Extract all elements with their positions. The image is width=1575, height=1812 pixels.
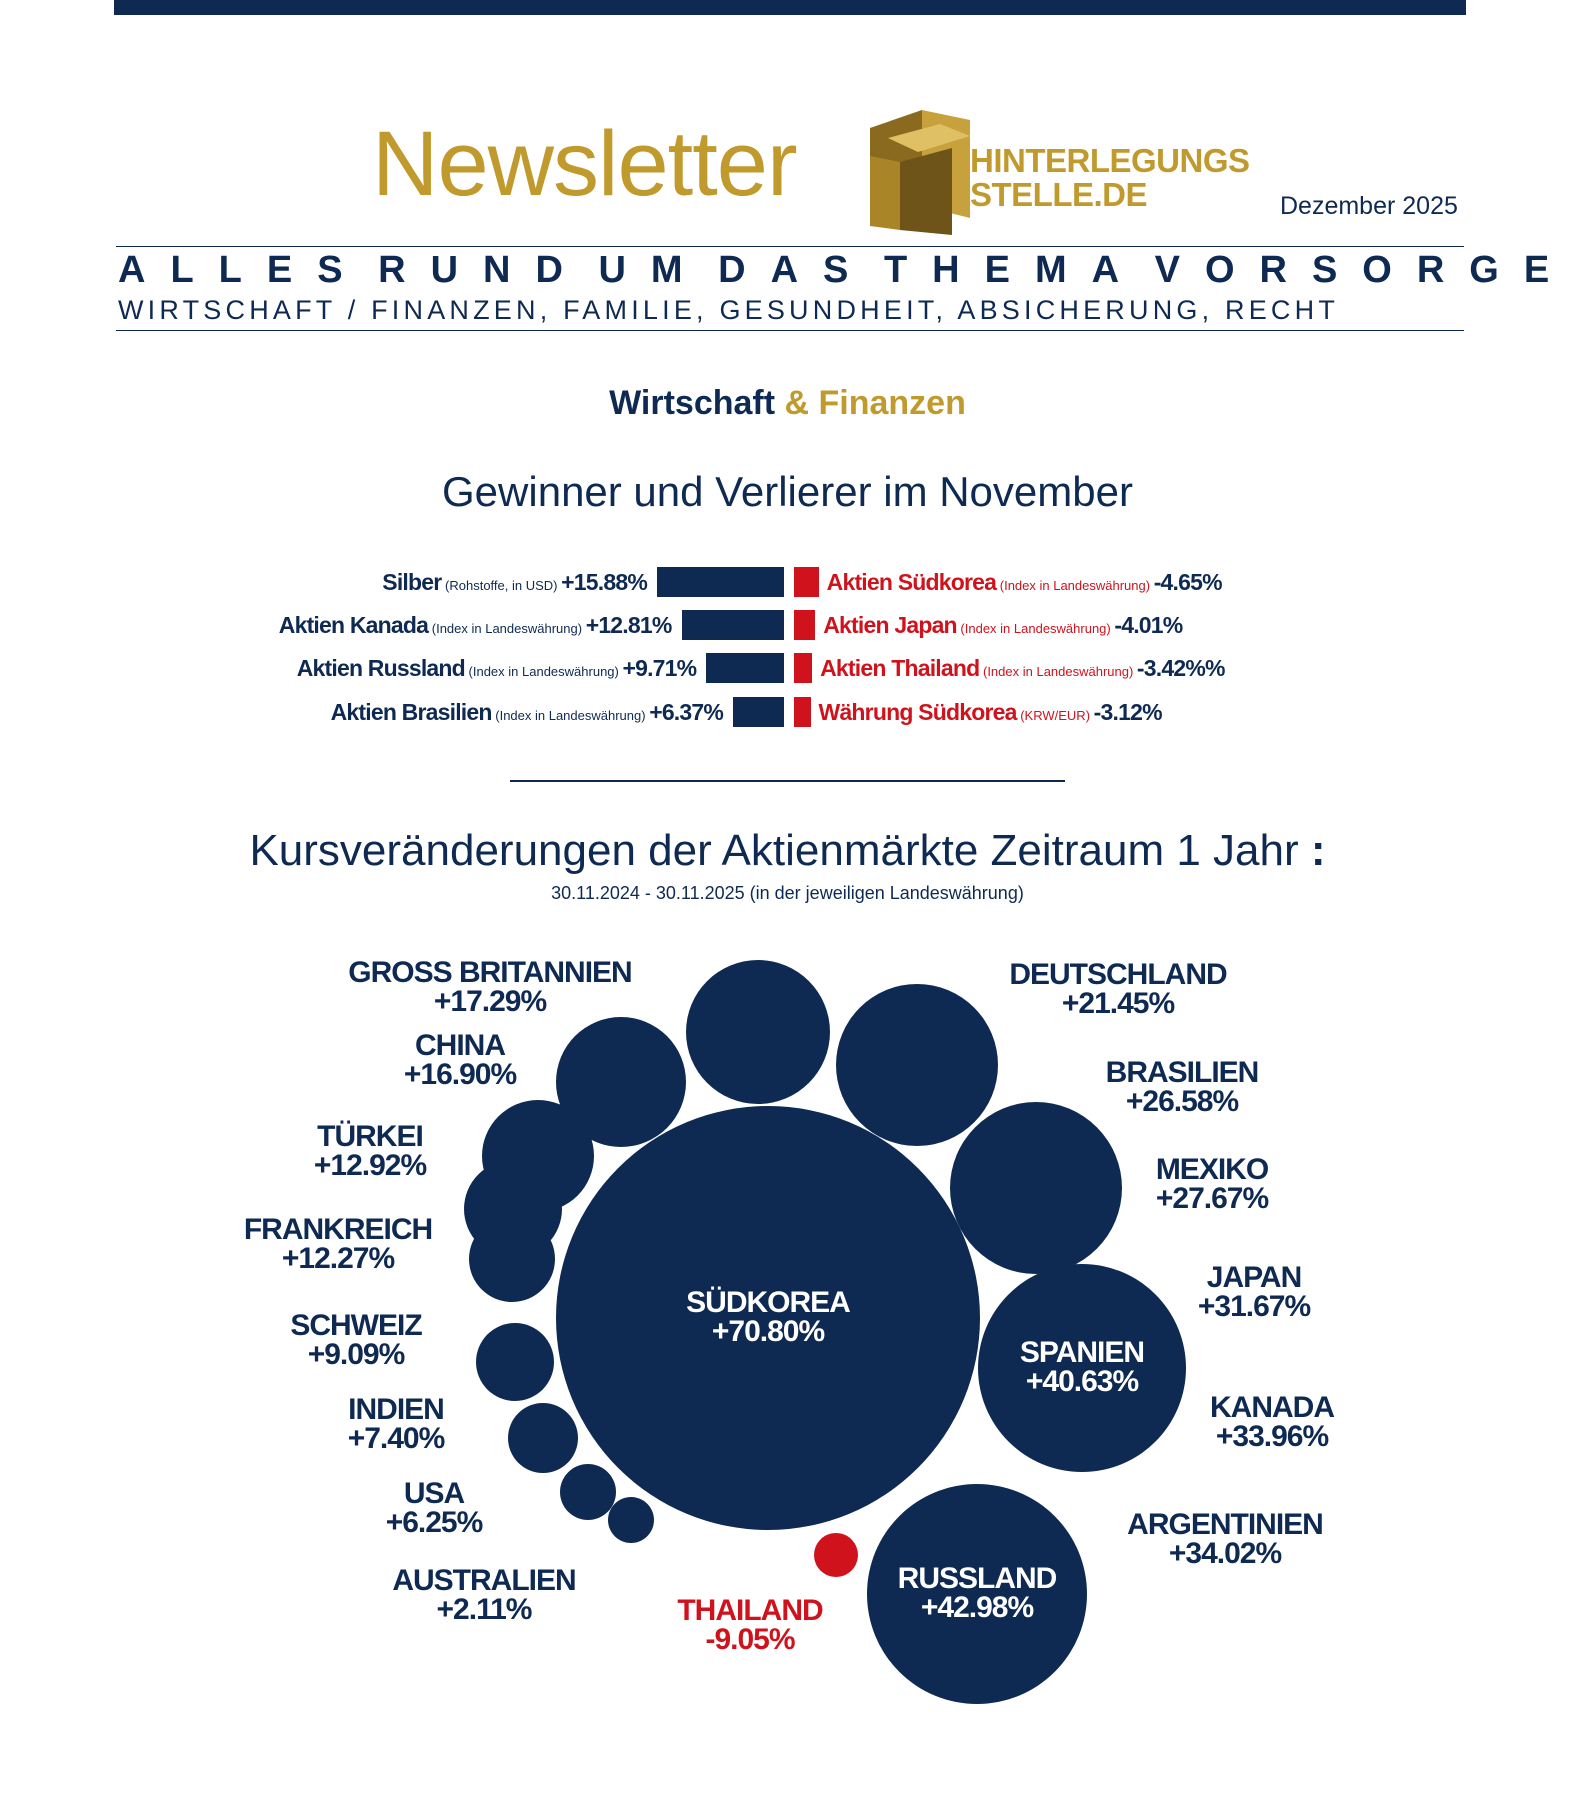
tagline-word: DAS xyxy=(718,249,874,291)
winner-note: (Index in Landeswährung) xyxy=(428,621,586,636)
bubble-country-value: +70.80% xyxy=(711,1315,825,1348)
bubble-label-deutschland xyxy=(918,960,1318,1018)
logo-line-2: STELLE.DE xyxy=(970,176,1148,213)
bubble-country-value: +16.90% xyxy=(403,1058,517,1091)
loser-note: (Index in Landeswährung) xyxy=(956,621,1115,636)
loser-note: (Index in Landeswährung) xyxy=(979,664,1137,679)
winner-name: Silber xyxy=(382,569,442,595)
bubble-label-frankreich xyxy=(138,1215,538,1273)
bubble-label-kanada xyxy=(1072,1393,1472,1451)
annual-title-text: Kursveränderungen der Aktienmärkte Zeitraum 1 Jahr xyxy=(249,826,1299,875)
bubble-country-name: USA xyxy=(403,1477,465,1510)
bubble-country-value: -9.05% xyxy=(705,1623,795,1656)
loser-name: Aktien Japan xyxy=(823,612,957,638)
bubble-country-value: +6.25% xyxy=(385,1506,483,1539)
bubble-label-argentinien xyxy=(1025,1510,1425,1568)
bubble-label-indien xyxy=(196,1395,596,1453)
loser-note: (Index in Landeswährung) xyxy=(996,578,1154,593)
section-part-1: Wirtschaft xyxy=(609,384,776,422)
winner-note: (Index in Landeswährung) xyxy=(464,664,623,679)
bubble-country-name: TÜRKEI xyxy=(317,1120,423,1153)
winner-value: +15.88% xyxy=(561,569,647,595)
logo-line-1: HINTERLEGUNGS xyxy=(970,142,1250,179)
bubble-country-value: +31.67% xyxy=(1197,1290,1311,1323)
bubble-country-name: DEUTSCHLAND xyxy=(1009,958,1227,991)
bubble-label-schweiz xyxy=(156,1311,556,1369)
bubble-country-name: INDIEN xyxy=(348,1393,444,1426)
bubble-country-value: +26.58% xyxy=(1125,1085,1239,1118)
loser-name: Aktien Thailand xyxy=(820,655,980,681)
bubble-country-name: THAILAND xyxy=(677,1594,823,1627)
bubble-label-mexiko xyxy=(1012,1155,1412,1213)
loser-value: -3.12% xyxy=(1093,699,1162,725)
bubble-country-name: AUSTRALIEN xyxy=(392,1564,576,1597)
bubble-label-brasilien xyxy=(982,1058,1382,1116)
tagline-word: RUND xyxy=(378,249,588,291)
winner-note: (Rohstoffe, in USD) xyxy=(441,578,562,593)
bubble-country-name: ARGENTINIEN xyxy=(1127,1508,1323,1541)
bubble-country-name: JAPAN xyxy=(1206,1261,1302,1294)
loser-name: Währung Südkorea xyxy=(818,699,1017,725)
bubble-country-value: +33.96% xyxy=(1215,1420,1329,1453)
tagline-word: VORSORGE xyxy=(1154,249,1575,291)
loser-value: -4.65% xyxy=(1153,569,1222,595)
bubble-country-value: +40.63% xyxy=(1025,1365,1139,1398)
winner-value: +12.81% xyxy=(585,612,672,638)
winner-value: +9.71% xyxy=(622,655,697,681)
issue-date: Dezember 2025 xyxy=(1280,192,1458,220)
bubble-country-name: KANADA xyxy=(1210,1391,1334,1424)
winner-note: (Index in Landeswährung) xyxy=(491,708,650,723)
loser-value: -4.01% xyxy=(1114,612,1183,638)
monthly-title: Gewinner und Verlierer im November xyxy=(442,468,1133,515)
bubble-deutschland xyxy=(686,960,830,1104)
annual-subtitle: 30.11.2024 - 30.11.2025 (in der jeweiligen Landeswährung) xyxy=(551,883,1024,903)
bubble-label-thailand xyxy=(550,1596,950,1654)
annual-title-colon: : xyxy=(1310,826,1326,875)
bubble-country-value: +42.98% xyxy=(920,1591,1034,1624)
bubble-country-name: SPANIEN xyxy=(1019,1336,1145,1369)
bubble-country-value: +9.09% xyxy=(307,1338,405,1371)
bubble-label-spanien xyxy=(882,1338,1282,1396)
tagline-sub: WIRTSCHAFT / FINANZEN, FAMILIE, GESUNDHEIT, ABSICHERUNG, RECHT xyxy=(118,295,1340,325)
tagline-word: THEMA xyxy=(883,249,1145,291)
winner-name: Aktien Kanada xyxy=(278,612,429,638)
bubble-country-value: +17.29% xyxy=(433,985,547,1018)
bubble-country-value: +27.67% xyxy=(1155,1182,1269,1215)
bubble-country-name: BRASILIEN xyxy=(1105,1056,1259,1089)
winner-value: +6.37% xyxy=(649,699,724,725)
bubble-country-value: +34.02% xyxy=(1168,1537,1282,1570)
bubble-country-name: MEXIKO xyxy=(1155,1153,1269,1186)
bubble-country-name: CHINA xyxy=(415,1029,505,1062)
bubble-country-value: +7.40% xyxy=(347,1422,445,1455)
bubble-country-name: SCHWEIZ xyxy=(290,1309,422,1342)
bubble-label-china xyxy=(260,1031,660,1089)
bubble-country-name: SÜDKOREA xyxy=(686,1286,850,1319)
bubble-country-name: GROSS BRITANNIEN xyxy=(348,956,632,989)
winner-name: Aktien Brasilien xyxy=(330,699,492,725)
bubble-country-name: RUSSLAND xyxy=(897,1562,1057,1595)
bubble-country-value: +21.45% xyxy=(1061,987,1175,1020)
tagline-word: UM xyxy=(598,249,708,291)
bubble-country-value: +12.92% xyxy=(313,1149,427,1182)
bubble-label-gross-britannien xyxy=(290,958,690,1016)
winner-name: Aktien Russland xyxy=(296,655,465,681)
bubble-label-türkei xyxy=(170,1122,570,1180)
newsletter-title: Newsletter xyxy=(372,113,797,215)
tagline-word: ALLES xyxy=(118,249,368,291)
bubble-label-usa xyxy=(234,1479,634,1537)
bubble-label-japan xyxy=(1054,1263,1454,1321)
loser-value: -3.42%% xyxy=(1136,655,1225,681)
bubble-country-value: +12.27% xyxy=(281,1242,395,1275)
loser-note: (KRW/EUR) xyxy=(1016,708,1094,723)
section-part-2: & Finanzen xyxy=(784,384,966,422)
bubble-country-name: FRANKREICH xyxy=(243,1213,433,1246)
loser-name: Aktien Südkorea xyxy=(826,569,997,595)
bubble-country-value: +2.11% xyxy=(436,1593,532,1626)
